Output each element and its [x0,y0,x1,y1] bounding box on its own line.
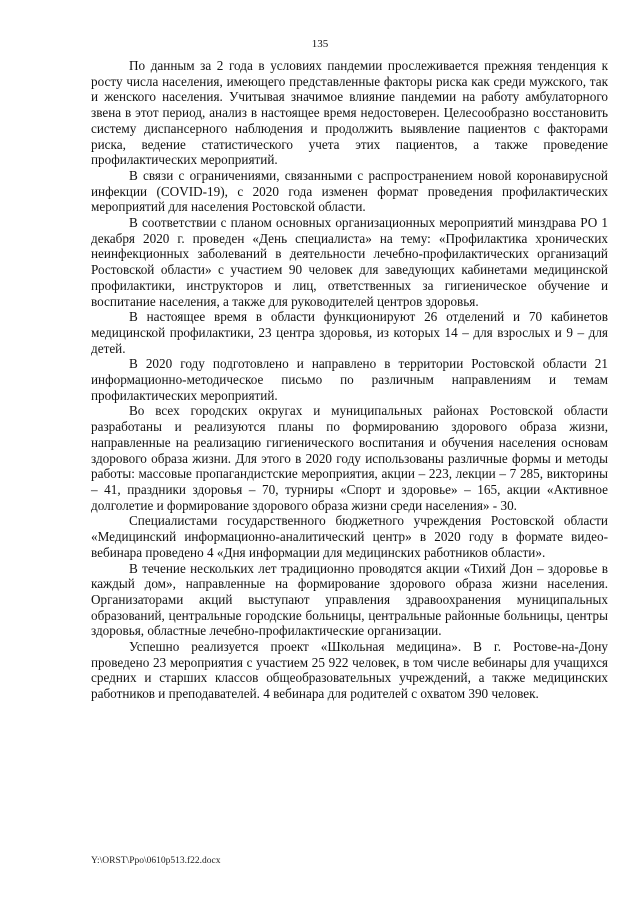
page-number: 135 [311,38,329,50]
paragraph: В 2020 году подготовлено и направлено в территории Ростовской области 21 информационно-методическое письмо по различным направлениям и темам профилактических мероприятий. [91,356,608,403]
file-path-footer: Y:\ORST\Ppo\0610p513.f22.docx [91,856,221,866]
paragraph: Специалистами государственного бюджетного учреждения Ростовской области «Медицинский информационно-аналитический центр» в 2020 году в формате видео-вебинара проведено 4 «Дня информации для медицинских работников области». [91,513,608,560]
paragraph: В настоящее время в области функционируют 26 отделений и 70 кабинетов медицинской профилактики, 23 центра здоровья, из которых 14 – для взрослых и 9 – для детей. [91,309,608,356]
paragraph: По данным за 2 года в условиях пандемии прослеживается прежняя тенденция к росту числа населения, имеющего представленные факторы риска как среди мужского, так и женского населения. Учитывая значимое влияние пандемии на работу амбулаторного звена в этот период, анализ в настоящее время недостоверен. Целесообразно восстановить систему диспансерного наблюдения и продолжить выявление пациентов с факторами риска, ведение статистического учета этих пациентов, а также проведение профилактических мероприятий. [91,58,608,168]
paragraph: В течение нескольких лет традиционно проводятся акции «Тихий Дон – здоровье в каждый дом», направленные на формирование здорового образа жизни населения. Организаторами акций выступают управления здравоохранения муниципальных образований, центральные городские больницы, центральные районные больницы, центры здоровья, областные лечебно-профилактические организации. [91,560,608,639]
paragraph: В соответствии с планом основных организационных мероприятий минздрава РО 1 декабря 2020 г. проведен «День специалиста» на тему: «Профилактика хронических неинфекционных заболеваний в деятельности лечебно-профилактических организаций Ростовской области» с участием 90 человек для заведующих кабинетами медицинской профилактики, инструкторов и лиц, ответственных за гигиеническое обучение и воспитание населения, а также для руководителей центров здоровья. [91,215,608,309]
document-body [91,58,608,702]
paragraph: В связи с ограничениями, связанными с распространением новой коронавирусной инфекции (COVID-19), с 2020 года изменен формат проведения профилактических мероприятий для населения Ростовской области. [91,167,608,215]
paragraph: Во всех городских округах и муниципальных районах Ростовской области разработаны и реализуются планы по формированию здорового образа жизни, направленные на реализацию гигиенического воспитания и обучения населения основам здорового образа жизни. Для этого в 2020 году использованы различные формы и методы работы: массовые пропагандистские мероприятия, акции – 223, лекции – 7 285, викторины – 41, праздники здоровья – 70, турниры «Спорт и здоровье» – 165, акции «Активное долголетие и формирование здорового образа жизни среди населения» - 30. [91,403,608,513]
paragraph: Успешно реализуется проект «Школьная медицина». В г. Ростове-на-Дону проведено 23 мероприятия с участием 25 922 человек, в том числе вебинары для учащихся средних и старших классов общеобразовательных учреждений, а также медицинских работников и преподавателей. 4 вебинара для родителей с охватом 390 человек. [91,639,608,702]
